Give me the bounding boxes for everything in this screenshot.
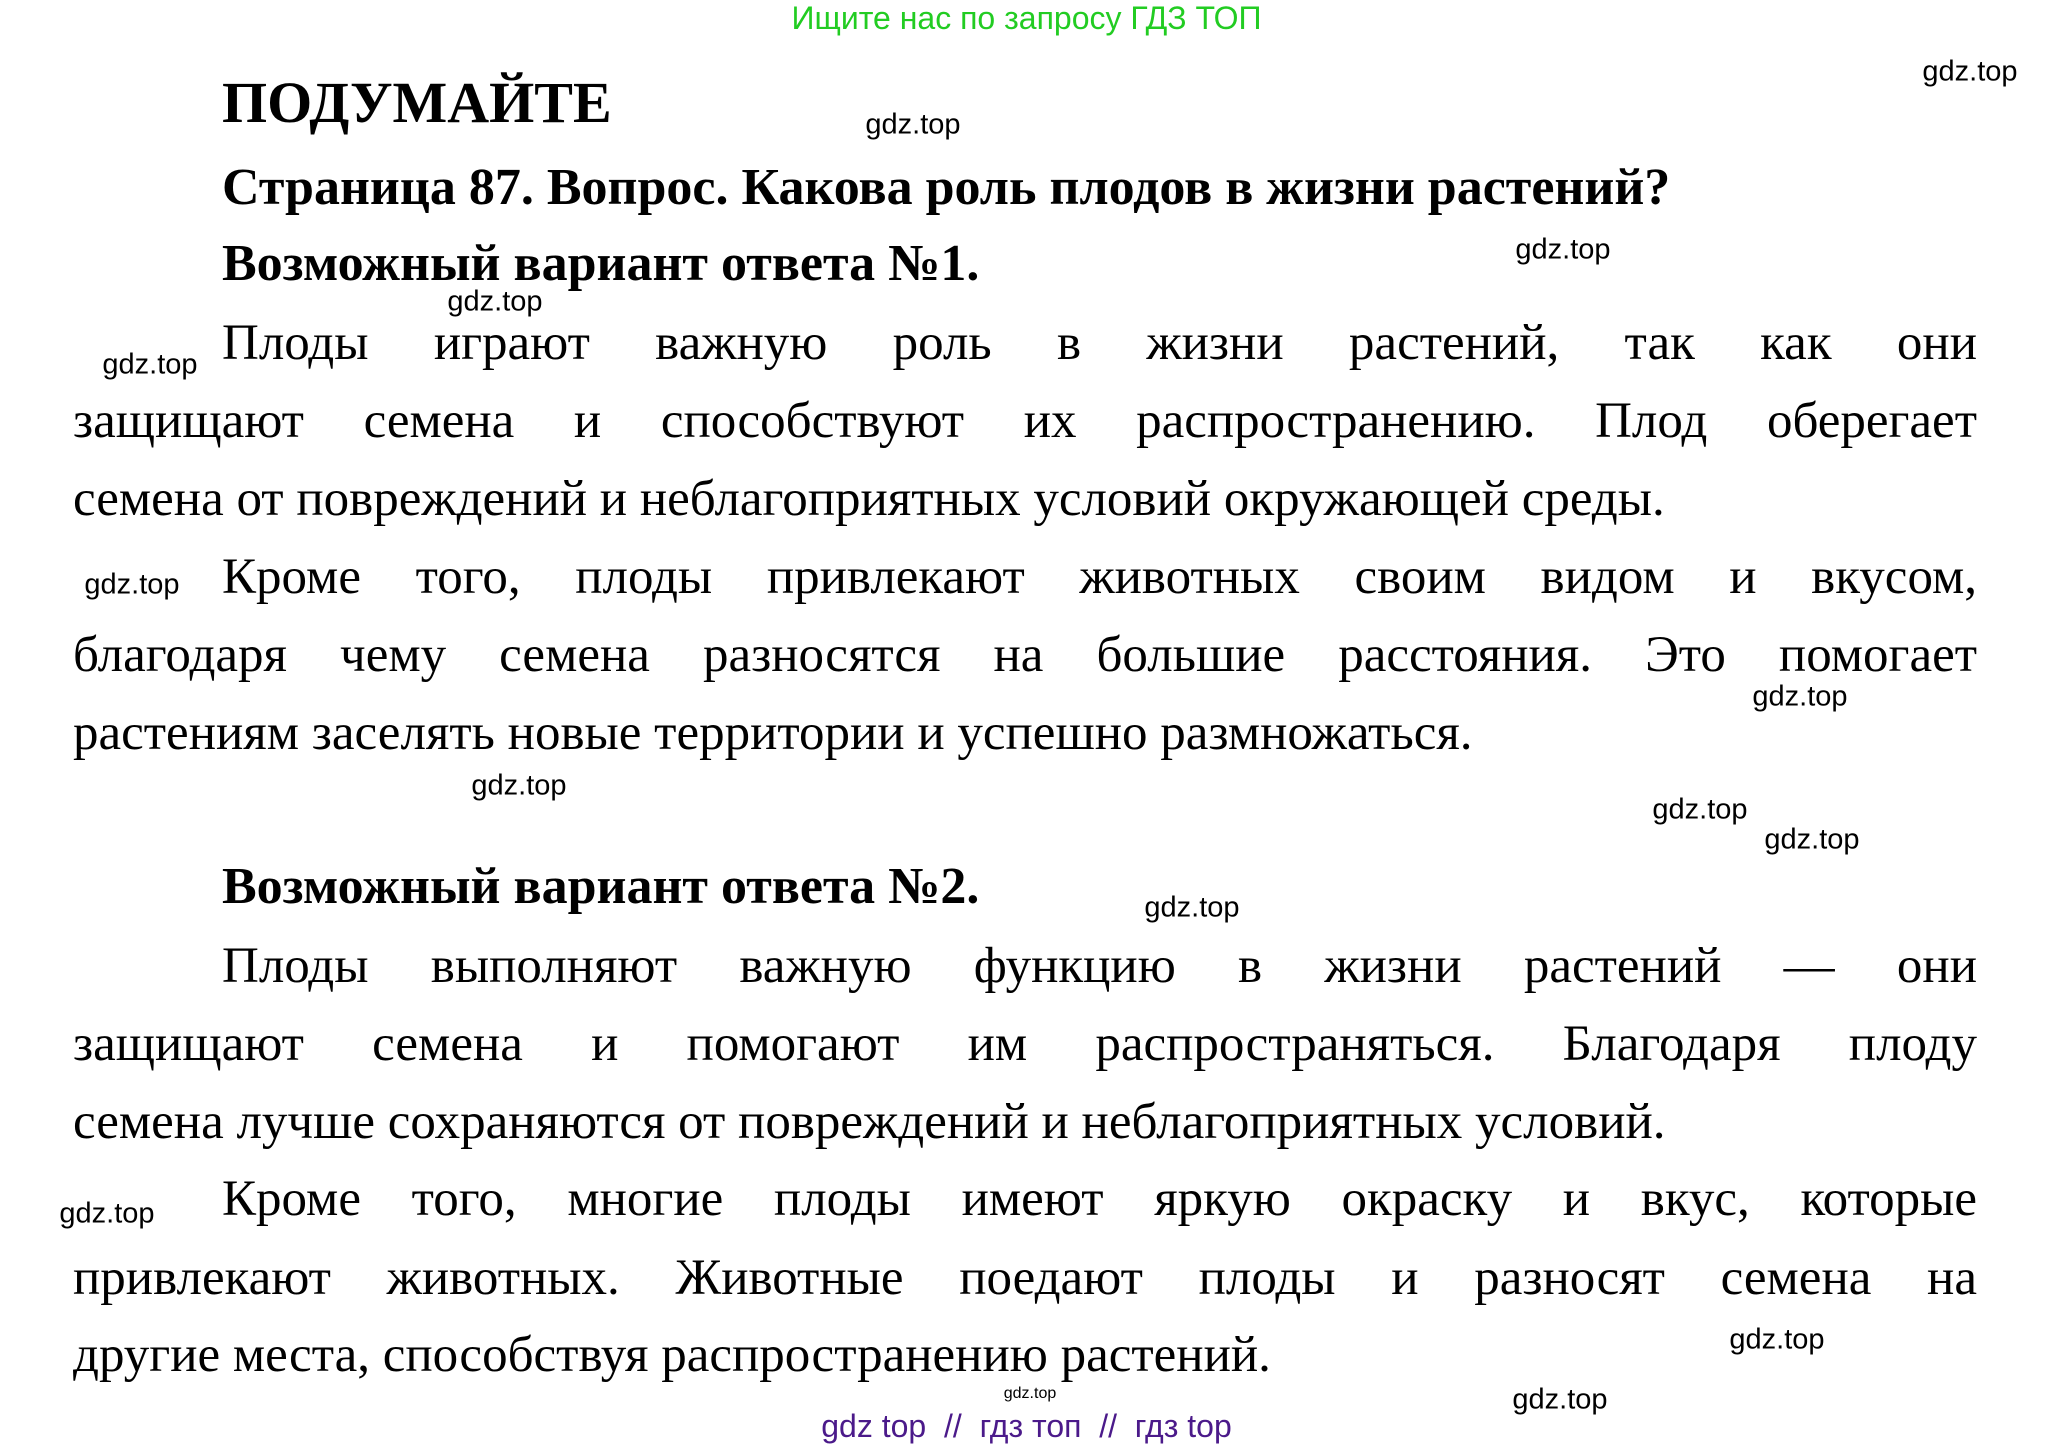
answer-2-line: привлекают животных. Животные поедают плоды и разносят семена на xyxy=(73,1250,1977,1306)
watermark: gdz.top xyxy=(1752,680,1848,713)
watermark: gdz.top xyxy=(59,1197,155,1230)
answer-1-line: Кроме того, плоды привлекают животных своим видом и вкусом, xyxy=(222,549,1977,605)
answer-1-heading: Возможный вариант ответа №1. xyxy=(222,235,980,292)
answer-2-line: Кроме того, многие плоды имеют яркую окраску и вкус, которые xyxy=(222,1171,1977,1227)
watermark: gdz.top xyxy=(865,108,961,141)
watermark: gdz.top xyxy=(84,568,180,601)
watermark: gdz.top xyxy=(1729,1323,1825,1356)
answer-2-heading: Возможный вариант ответа №2. xyxy=(222,858,980,915)
watermark: gdz.top xyxy=(1512,1383,1608,1416)
footer-links: gdz top // гдз топ // гдз top xyxy=(821,1408,1232,1444)
answer-2-line: другие места, способствуя распространению растений. xyxy=(73,1327,1271,1383)
watermark: gdz.top xyxy=(447,285,543,318)
answer-2-line: защищают семена и помогают им распространяться. Благодаря плоду xyxy=(73,1016,1977,1072)
watermark: gdz.top xyxy=(102,348,198,381)
answer-1-line: защищают семена и способствуют их распространению. Плод оберегает xyxy=(73,393,1977,449)
section-title: ПОДУМАЙТЕ xyxy=(222,70,612,135)
answer-1-line: растениям заселять новые территории и успешно размножаться. xyxy=(73,705,1473,761)
answer-2-line: Плоды выполняют важную функцию в жизни растений — они xyxy=(222,938,1977,994)
watermark: gdz.top xyxy=(1652,793,1748,826)
answer-1-line: благодаря чему семена разносятся на большие расстояния. Это помогает xyxy=(73,627,1977,683)
watermark: gdz.top xyxy=(1003,1385,1057,1402)
watermark: gdz.top xyxy=(1922,55,2018,88)
question-heading: Страница 87. Вопрос. Какова роль плодов в жизни растений? xyxy=(222,159,1671,216)
answer-2-line: семена лучше сохраняются от повреждений и неблагоприятных условий. xyxy=(73,1094,1666,1150)
answer-1-line: Плоды играют важную роль в жизни растений, так как они xyxy=(222,315,1977,371)
watermark: gdz.top xyxy=(1764,823,1860,856)
watermark: gdz.top xyxy=(1515,233,1611,266)
watermark: gdz.top xyxy=(1144,891,1240,924)
watermark: gdz.top xyxy=(471,769,567,802)
answer-1-line: семена от повреждений и неблагоприятных условий окружающей среды. xyxy=(73,471,1665,527)
search-banner: Ищите нас по запросу ГДЗ ТОП xyxy=(791,0,1262,36)
